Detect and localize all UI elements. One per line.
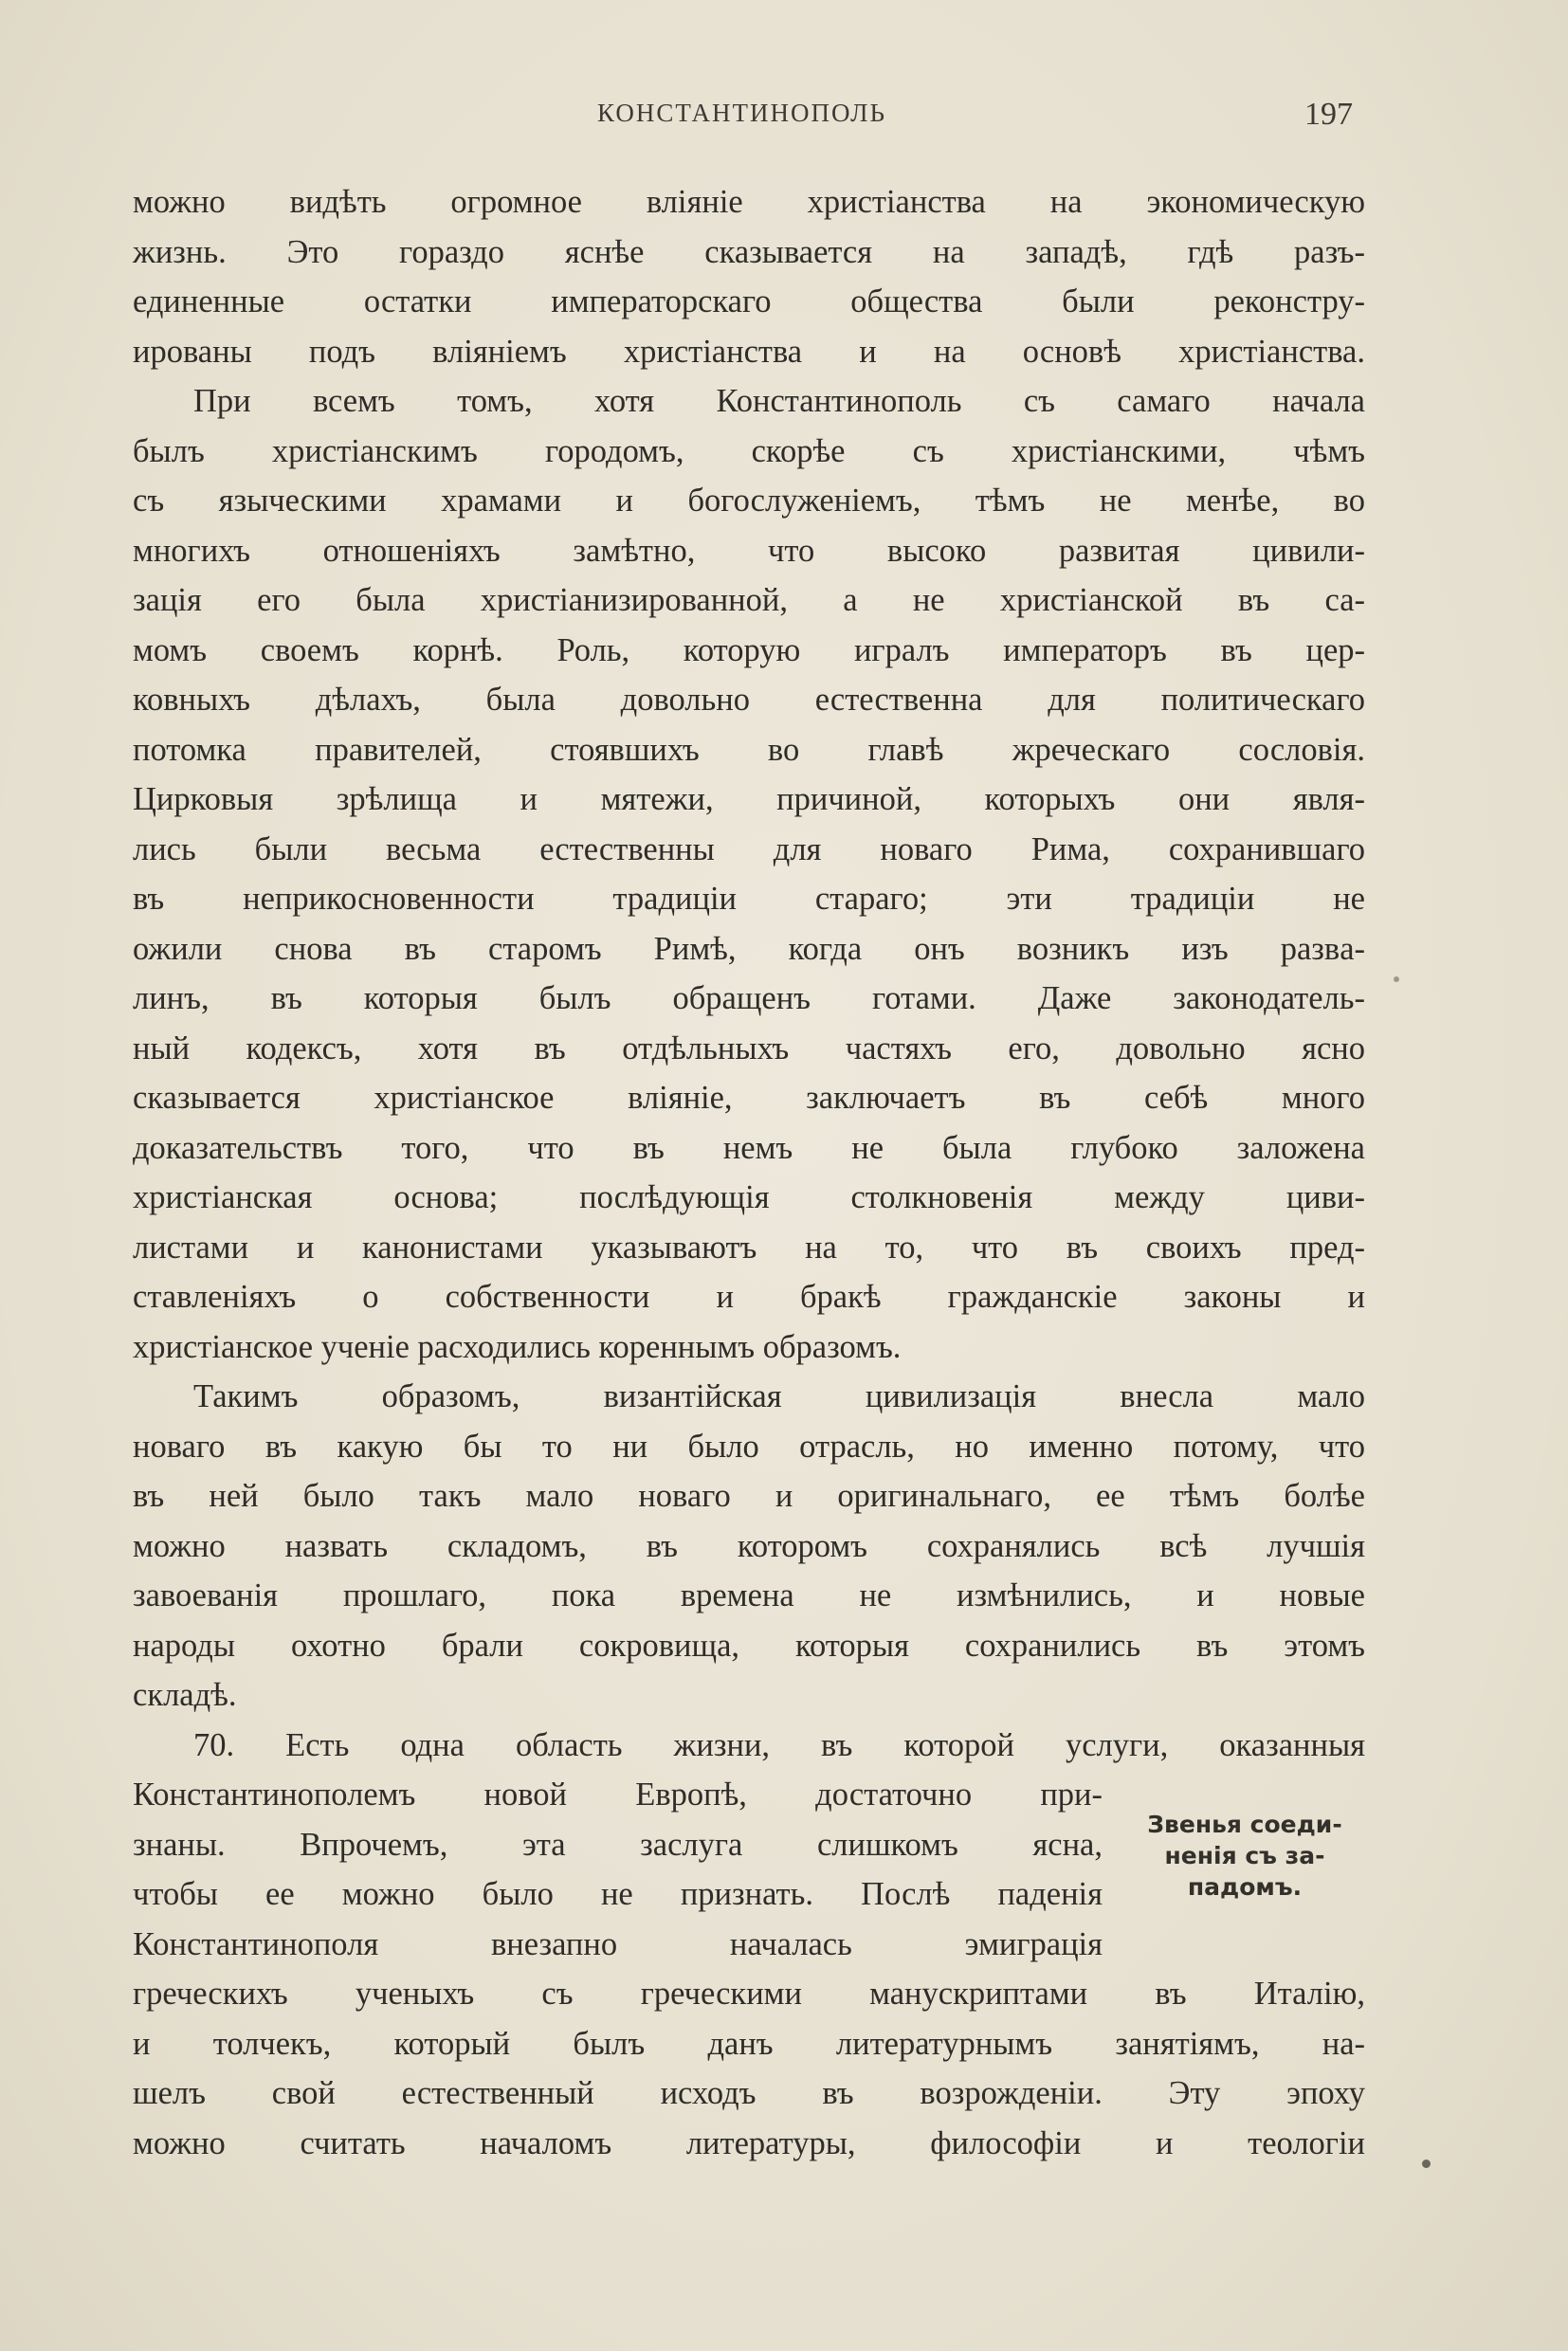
text-line: и толчекъ, который былъ данъ литературнымъ занятіямъ, на- <box>133 2025 1365 2062</box>
page-number: 197 <box>1304 97 1353 132</box>
text-line: жизнь. Это гораздо яснѣе сказывается на западѣ, гдѣ разъ- <box>133 233 1365 270</box>
text-line: ковныхъ дѣлахъ, была довольно естественна для политическаго <box>133 682 1365 718</box>
paragraph-start-line: При всемъ томъ, хотя Константинополь съ самаго начала <box>193 383 1365 419</box>
section-70-start-line: 70. Есть одна область жизни, въ которой услуги, оказанныя <box>193 1726 1365 1763</box>
text-line: знаны. Впрочемъ, эта заслуга слишкомъ ясна, <box>133 1826 1103 1863</box>
text-line: листами и канонистами указываютъ на то, что въ своихъ пред- <box>133 1229 1365 1266</box>
text-line: момъ своемъ корнѣ. Роль, которую игралъ императоръ въ цер- <box>133 631 1365 668</box>
text-line: въ неприкосновенности традиціи стараго; эти традиціи не <box>133 881 1365 917</box>
text-line: линъ, въ которыя былъ обращенъ готами. Даже законодатель- <box>133 980 1365 1016</box>
text-line: христіанская основа; послѣдующія столкновенія между циви- <box>133 1179 1365 1215</box>
text-line: Константинополя внезапно началась эмиграція <box>133 1925 1103 1962</box>
text-line: христіанское ученіе расходились кореннымъ образомъ. <box>133 1328 902 1365</box>
text-line: съ языческими храмами и богослуженіемъ, тѣмъ не менѣе, во <box>133 483 1365 519</box>
running-title: КОНСТАНТИНОПОЛЬ <box>597 99 886 127</box>
text-line: былъ христіанскимъ городомъ, скорѣе съ христіанскими, чѣмъ <box>133 432 1365 469</box>
text-line: въ ней было такъ мало новаго и оригинальнаго, ее тѣмъ болѣе <box>133 1478 1365 1514</box>
text-line: народы охотно брали сокровища, которыя сохранились въ этомъ <box>133 1627 1365 1664</box>
text-line: завоеванія прошлаго, пока времена не измѣнились, и новые <box>133 1577 1365 1613</box>
text-line: складѣ. <box>133 1677 237 1713</box>
margin-sidenote <box>1121 1809 1369 1903</box>
text-line: Константинополемъ новой Европѣ, достаточно при- <box>133 1777 1103 1813</box>
text-line: можно считать началомъ литературы, философіи и теологіи <box>133 2124 1365 2161</box>
ink-speck <box>1394 976 1399 982</box>
text-line: новаго въ какую бы то ни было отрасль, но именно потому, что <box>133 1428 1365 1465</box>
text-line: чтобы ее можно было не признать. Послѣ паденія <box>133 1876 1103 1912</box>
text-line: ожили снова въ старомъ Римѣ, когда онъ возникъ изъ развa- <box>133 930 1365 967</box>
text-line: многихъ отношеніяхъ замѣтно, что высоко развитая цивили- <box>133 532 1365 569</box>
text-line: зація его была христіанизированной, а не христіанской въ са- <box>133 582 1365 618</box>
text-line: доказательствъ того, что въ немъ не была глубоко заложена <box>133 1129 1365 1166</box>
text-line: шелъ свой естественный исходъ въ возрожденіи. Эту эпоху <box>133 2075 1365 2111</box>
paragraph-start-line: Такимъ образомъ, византійская цивилизація внесла мало <box>193 1378 1365 1414</box>
text-line: ный кодексъ, хотя въ отдѣльныхъ частяхъ его, довольно ясно <box>133 1030 1365 1066</box>
ink-speck <box>1422 2160 1431 2168</box>
text-line: единенные остатки императорскаго общества были реконстру- <box>133 283 1365 319</box>
sidenote-line: падомъ. <box>1187 1873 1303 1901</box>
text-line: Цирковыя зрѣлища и мятежи, причиной, которыхъ они явля- <box>133 781 1365 817</box>
text-line: сказывается христіанское вліяніе, заключаетъ въ себѣ много <box>133 1080 1365 1116</box>
text-line: потомка правителей, стоявшихъ во главѣ жреческаго сословія. <box>133 731 1365 768</box>
text-line: греческихъ ученыхъ съ греческими манускриптами въ Италію, <box>133 1976 1365 2012</box>
text-line: ставленіяхъ о собственности и бракѣ гражданскіе законы и <box>133 1279 1365 1315</box>
running-head <box>0 99 1568 137</box>
sidenote-line: Звенья соеди- <box>1147 1811 1342 1838</box>
sidenote-line: ненія съ за- <box>1164 1842 1325 1869</box>
text-line: можно назвать складомъ, въ которомъ сохранялись всѣ лучшія <box>133 1527 1365 1564</box>
text-line: лись были весьма естественны для новаго Рима, сохранившаго <box>133 830 1365 867</box>
text-line: можно видѣть огромное вліяніе христіанства на экономическую <box>133 184 1365 220</box>
text-line: ированы подъ вліяніемъ христіанства и на основѣ христіанства. <box>133 333 1365 370</box>
